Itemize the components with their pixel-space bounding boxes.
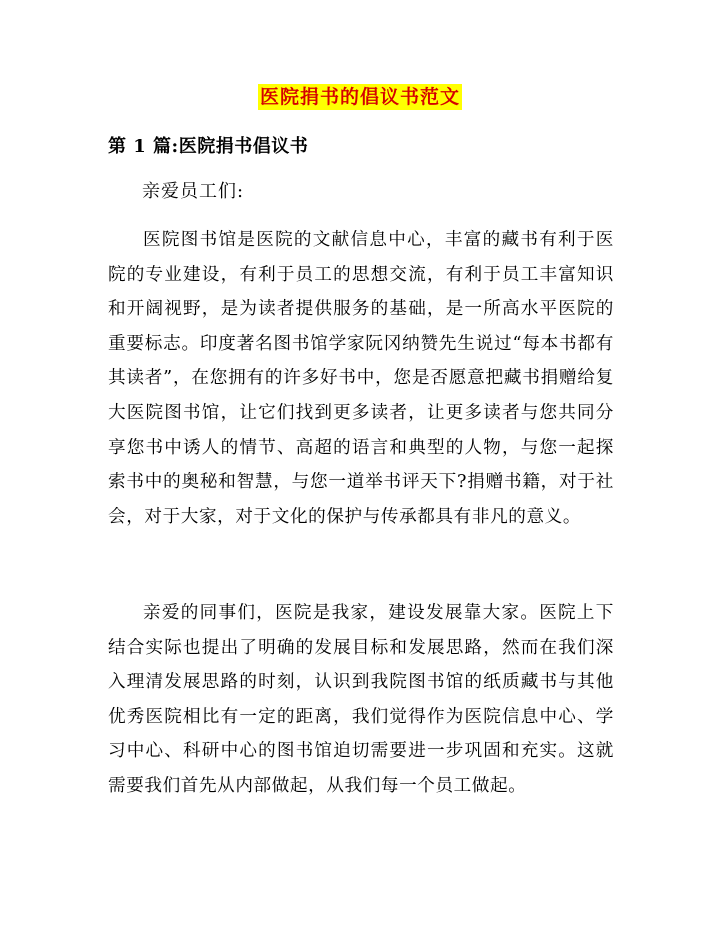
body-paragraph-2: 亲爱的同事们，医院是我家，建设发展靠大家。医院上下结合实际也提出了明确的发展目标和发展思路，然而在我们深入理清发展思路的时刻，认识到我院图书馆的纸质藏书与其他优秀医院相比有一定的距离，我们觉得作为医院信息中心、学习中心、科研中心的图书馆迫切需要进一步巩固和充实。这就需要我们首先从内部做起，从我们每一个员工做起。 (108, 603, 614, 796)
salutation: 亲爱员工们: (142, 181, 245, 202)
section-heading: 第 1 篇:医院捐书倡议书 (108, 136, 309, 157)
title-container (0, 84, 720, 110)
document-title: 医院捐书的倡议书范文 (259, 86, 460, 108)
body-paragraph-1: 医院图书馆是医院的文献信息中心，丰富的藏书有利于医院的专业建设，有利于员工的思想交流，有利于员工丰富知识和开阔视野，是为读者提供服务的基础，是一所高水平医院的重要标志。印度著名图书馆学家阮冈纳赞先生说过“每本书都有其读者”，在您拥有的许多好书中，您是否愿意把藏书捐赠给复大医院图书馆，让它们找到更多读者，让更多读者与您共同分享您书中诱人的情节、高超的语言和典型的人物，与您一起探索书中的奥秘和智慧，与您一道举书评天下?捐赠书籍，对于社会，对于大家，对于文化的保护与传承都具有非凡的意义。 (108, 230, 614, 527)
